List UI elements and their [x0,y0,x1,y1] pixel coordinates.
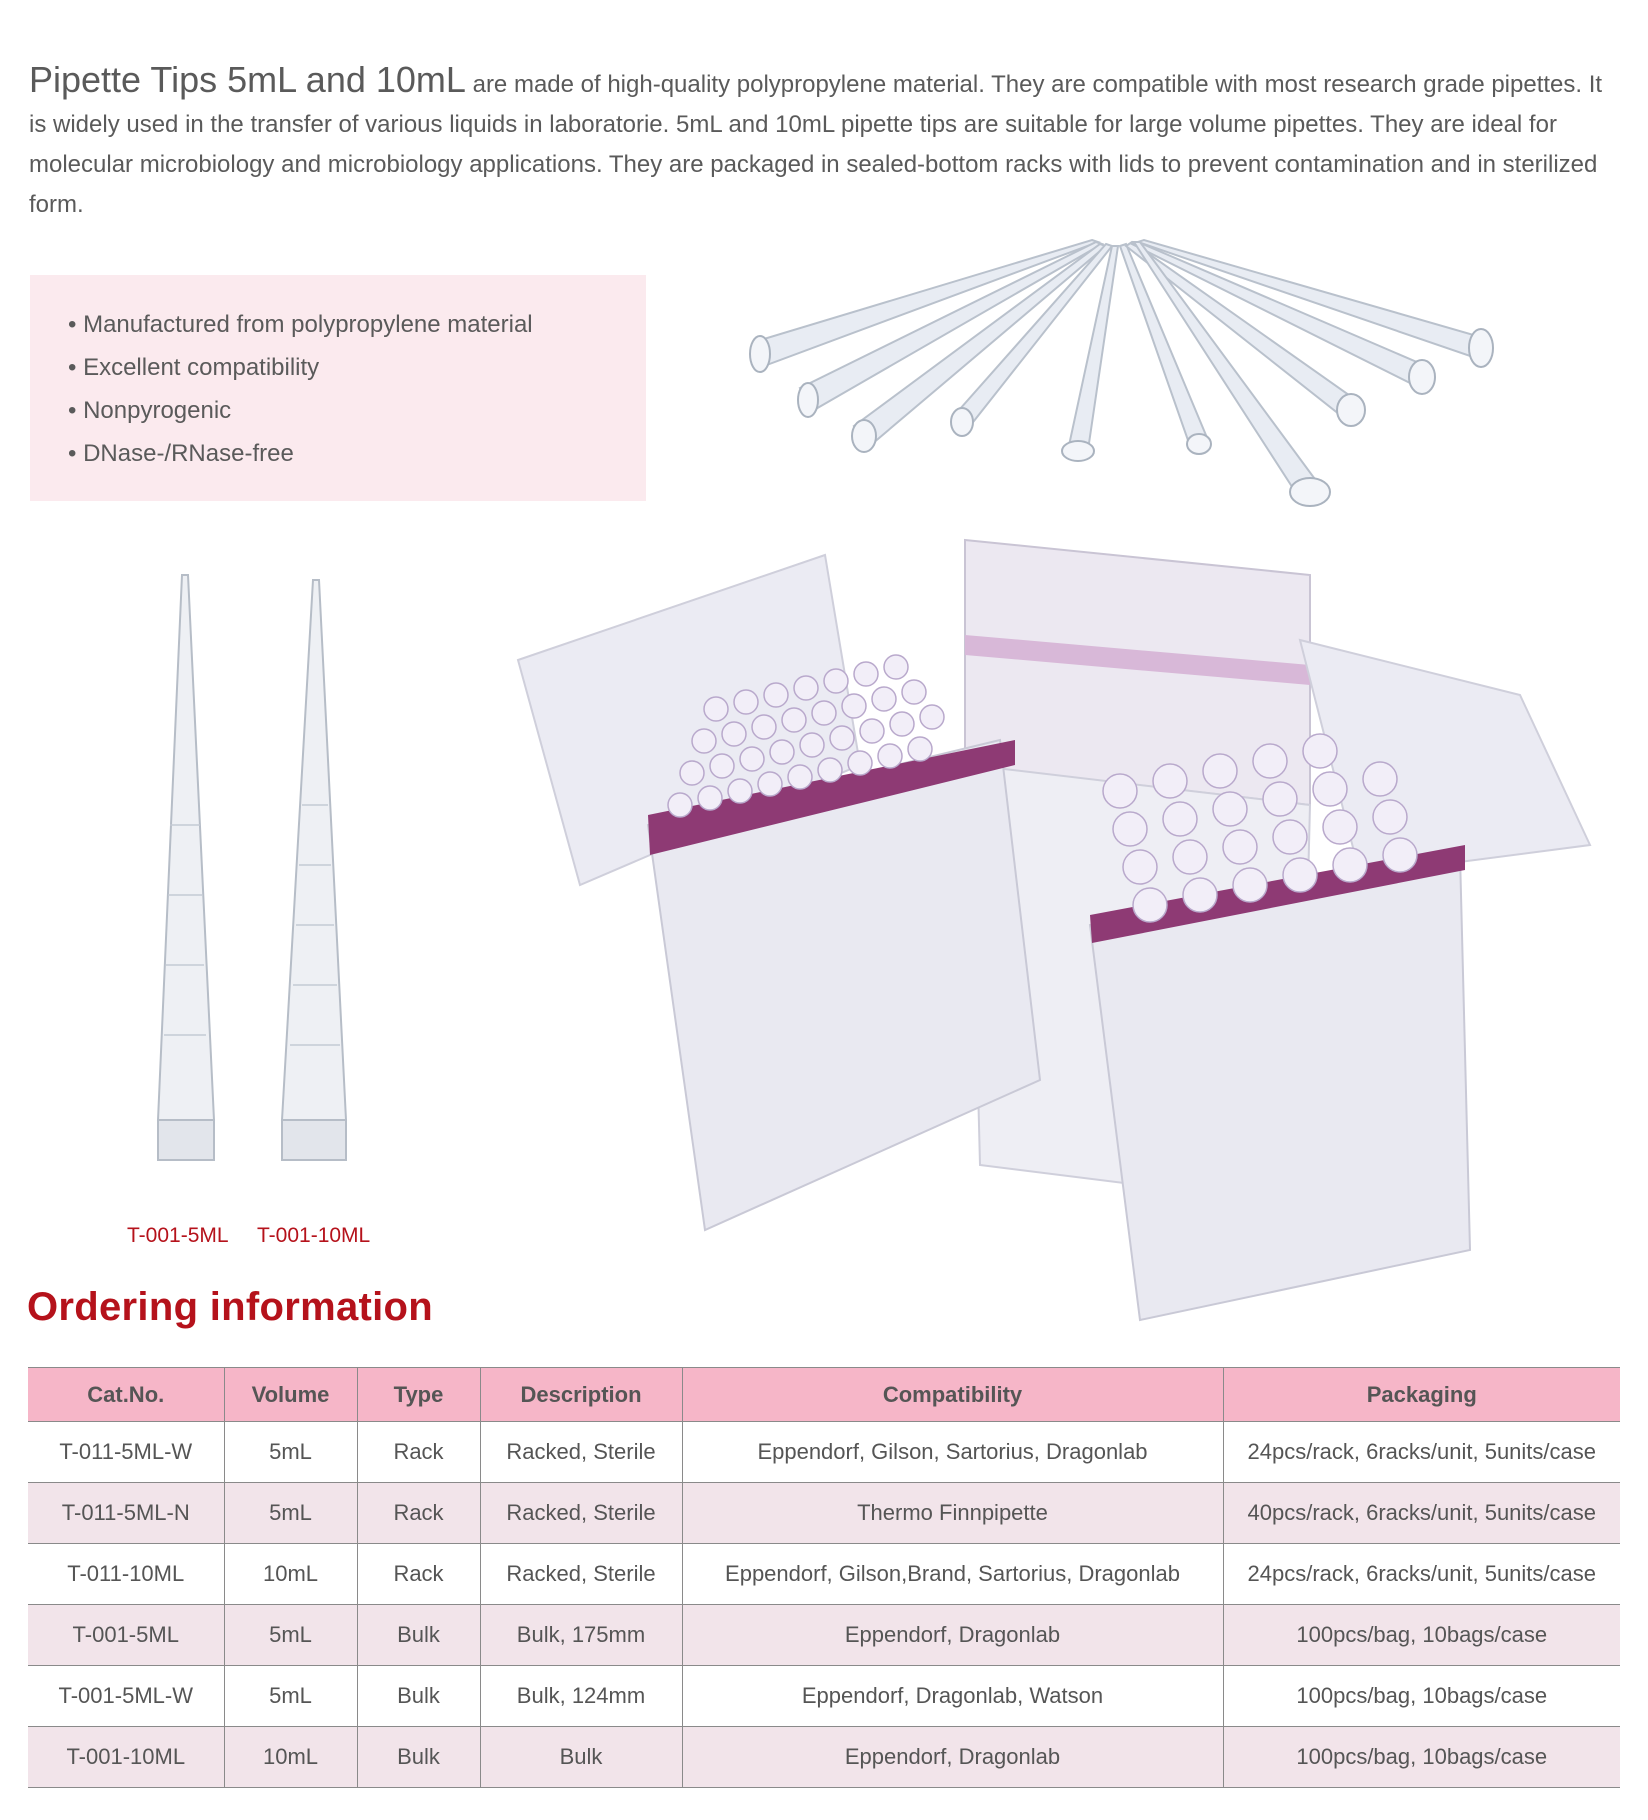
ordering-table [28,1367,1620,1788]
ordering-title: Ordering information [27,1285,433,1329]
header-type: Type [357,1368,480,1422]
cell-packaging: 100pcs/bag, 10bags/case [1223,1605,1620,1666]
pipette-tips-fan-image [740,230,1520,520]
cell-compatibility: Eppendorf, Dragonlab [682,1727,1223,1788]
header-description: Description [480,1368,682,1422]
cell-cat-no: T-001-5ML-W [28,1666,224,1727]
cell-type: Rack [357,1544,480,1605]
cell-packaging: 24pcs/rack, 6racks/unit, 5units/case [1223,1422,1620,1483]
table-row [28,1727,1620,1788]
cell-type: Bulk [357,1605,480,1666]
feature-item: • Manufactured from polypropylene material [68,303,646,346]
cell-compatibility: Eppendorf, Dragonlab, Watson [682,1666,1223,1727]
cell-compatibility: Thermo Finnpipette [682,1483,1223,1544]
cell-packaging: 100pcs/bag, 10bags/case [1223,1666,1620,1727]
cell-cat-no: T-001-10ML [28,1727,224,1788]
tip-10ml [282,580,346,1160]
table-row [28,1483,1620,1544]
cell-packaging: 24pcs/rack, 6racks/unit, 5units/case [1223,1544,1620,1605]
tip-5ml [158,575,214,1160]
header-compatibility: Compatibility [682,1368,1223,1422]
feature-item: • Excellent compatibility [68,346,646,389]
header-packaging: Packaging [1223,1368,1620,1422]
cell-description: Bulk, 175mm [480,1605,682,1666]
feature-item: • DNase-/RNase-free [68,432,646,475]
cell-volume: 5mL [224,1666,357,1727]
tip-label-5ml: T-001-5ML [127,1224,229,1247]
cell-packaging: 40pcs/rack, 6racks/unit, 5units/case [1223,1483,1620,1544]
cell-volume: 10mL [224,1727,357,1788]
cell-volume: 10mL [224,1544,357,1605]
cell-description: Racked, Sterile [480,1544,682,1605]
tip-rack-boxes-image [510,515,1620,1325]
cell-compatibility: Eppendorf, Gilson,Brand, Sartorius, Dragonlab [682,1544,1223,1605]
cell-volume: 5mL [224,1605,357,1666]
table-row [28,1605,1620,1666]
cell-cat-no: T-011-10ML [28,1544,224,1605]
intro-body: are made of high-quality polypropylene material. They are compatible with most research grade pipettes. It is widely used in the transfer of various liquids in laboratorie. 5mL and 10mL pipette tips are suitable for large volume pipettes. They are ideal for molecular microbiology and microbiology applications. They are packaged in sealed-bottom racks with lids to prevent contamination and in sterilized form. [29,71,1603,218]
feature-item: • Nonpyrogenic [68,389,646,432]
table-row [28,1544,1620,1605]
header-volume: Volume [224,1368,357,1422]
cell-type: Bulk [357,1666,480,1727]
cell-description: Racked, Sterile [480,1422,682,1483]
table-row [28,1422,1620,1483]
cell-cat-no: T-001-5ML [28,1605,224,1666]
cell-cat-no: T-011-5ML-N [28,1483,224,1544]
intro-paragraph [29,60,1619,225]
rack-box-open-left [518,555,1040,1230]
header-cat-no: Cat.No. [28,1368,224,1422]
feature-list [30,275,646,501]
cell-cat-no: T-011-5ML-W [28,1422,224,1483]
single-tips-image [120,565,380,1205]
product-title: Pipette Tips 5mL and 10mL [29,59,466,100]
cell-type: Rack [357,1422,480,1483]
cell-description: Racked, Sterile [480,1483,682,1544]
cell-volume: 5mL [224,1422,357,1483]
table-header-row [28,1368,1620,1422]
cell-packaging: 100pcs/bag, 10bags/case [1223,1727,1620,1788]
cell-compatibility: Eppendorf, Gilson, Sartorius, Dragonlab [682,1422,1223,1483]
cell-description: Bulk, 124mm [480,1666,682,1727]
cell-type: Rack [357,1483,480,1544]
cell-description: Bulk [480,1727,682,1788]
cell-volume: 5mL [224,1483,357,1544]
table-row [28,1666,1620,1727]
cell-compatibility: Eppendorf, Dragonlab [682,1605,1223,1666]
cell-type: Bulk [357,1727,480,1788]
tip-label-10ml: T-001-10ML [257,1224,371,1247]
